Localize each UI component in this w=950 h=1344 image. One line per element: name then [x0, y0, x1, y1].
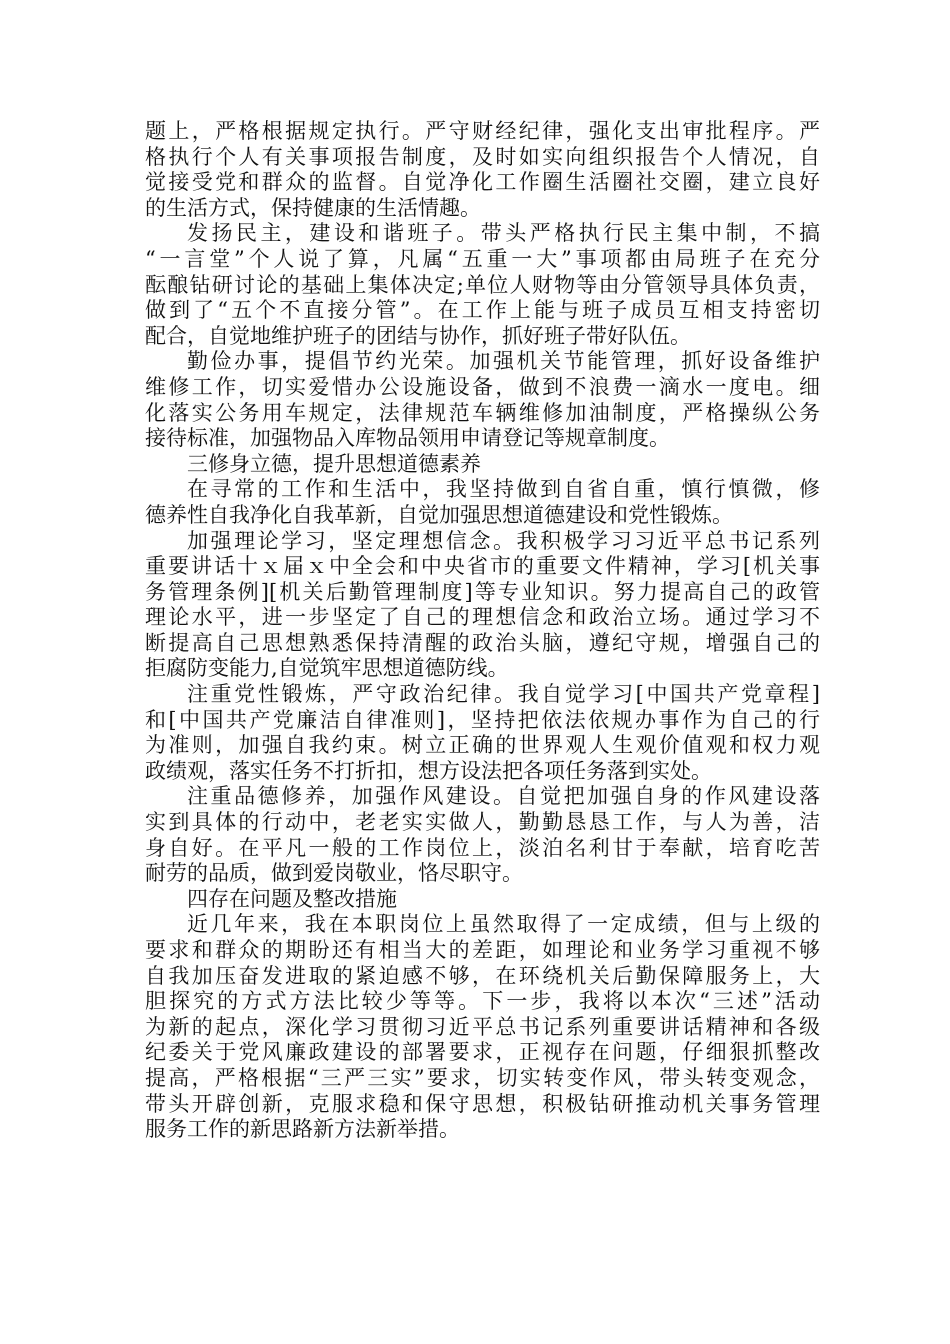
text-line: 做到了“五个不直接分管”。在工作上能与班子成员互相支持密切 — [145, 298, 820, 323]
text-line: 德养性自我净化自我革新，自觉加强思想道德建设和党性锻炼。 — [145, 502, 733, 527]
text-line: 自我加压奋发进取的紧迫感不够，在环绕机关后勤保障服务上，大 — [145, 963, 820, 988]
text-line: 的生活方式，保持健康的生活情趣。 — [145, 195, 481, 220]
text-line: 耐劳的品质，做到爱岗敬业，恪尽职守。 — [145, 861, 523, 886]
section-heading: 四存在问题及整改措施 — [187, 886, 397, 911]
text-line: 注重党性锻炼，严守政治纪律。我自觉学习[中国共产党章程] — [187, 682, 820, 707]
text-line: 近几年来，我在本职岗位上虽然取得了一定成绩，但与上级的 — [187, 912, 820, 937]
text-line: 服务工作的新思路新方法新举措。 — [145, 1117, 460, 1142]
text-line: 题上，严格根据规定执行。严守财经纪律，强化支出审批程序。严 — [145, 119, 820, 143]
text-line: 带头开辟创新，克服求稳和保守思想，积极钻研推动机关事务管理 — [145, 1091, 820, 1116]
text-line: 注重品德修养，加强作风建设。自觉把加强自身的作风建设落 — [187, 784, 820, 809]
text-line: 纪委关于党风廉政建设的部署要求，正视存在问题，仔细狠抓整改 — [145, 1040, 820, 1065]
text-line: 身自好。在平凡一般的工作岗位上，淡泊名利甘于奉献，培育吃苦 — [145, 835, 820, 860]
text-line: 和[中国共产党廉洁自律准则]，坚持把依法依规办事作为自己的行 — [145, 707, 820, 732]
text-line: 觉接受党和群众的监督。自觉净化工作圈生活圈社交圈，建立良好 — [145, 170, 820, 195]
text-line: 政绩观，落实任务不打折扣，想方设法把各项任务落到实处。 — [145, 758, 712, 783]
text-line: 勤俭办事，提倡节约光荣。加强机关节能管理，抓好设备维护 — [187, 349, 820, 374]
text-line: 务管理条例][机关后勤管理制度]等专业知识。努力提高自己的政管 — [145, 579, 820, 604]
text-line: 格执行个人有关事项报告制度，及时如实向组织报告个人情况，自 — [145, 144, 820, 169]
text-line: 提高，严格根据“三严三实”要求，切实转变作风，带头转变观念， — [145, 1065, 820, 1090]
section-heading: 三修身立德，提升思想道德素养 — [187, 451, 481, 476]
text-line: 为准则，加强自我约束。树立正确的世界观人生观价值观和权力观 — [145, 733, 820, 758]
text-line: 酝酿钻研讨论的基础上集体决定;单位人财物等由分管领导具体负责， — [145, 272, 820, 297]
text-line: 要求和群众的期盼还有相当大的差距，如理论和业务学习重视不够 — [145, 938, 820, 962]
text-line: 化落实公务用车规定，法律规范车辆维修加油制度，严格操纵公务 — [145, 400, 820, 425]
text-line: 配合，自觉地维护班子的团结与协作，抓好班子带好队伍。 — [145, 323, 691, 348]
document-page — [145, 119, 820, 1143]
text-line: 拒腐防变能力,自觉筑牢思想道德防线。 — [145, 656, 509, 681]
text-line: 为新的起点，深化学习贯彻习近平总书记系列重要讲话精神和各级 — [145, 1014, 820, 1039]
text-line: 重要讲话十ｘ届ｘ中全会和中央省市的重要文件精神，学习[机关事 — [145, 554, 820, 579]
text-line: 发扬民主，建设和谐班子。带头严格执行民主集中制，不搞 — [187, 221, 820, 246]
text-line: 理论水平，进一步坚定了自己的理想信念和政治立场。通过学习不 — [145, 605, 820, 630]
text-line: 胆探究的方式方法比较少等等。下一步，我将以本次“三述”活动 — [145, 989, 820, 1014]
text-line: 断提高自己思想熟悉保持清醒的政治头脑，遵纪守规，增强自己的 — [145, 630, 820, 655]
text-line: “一言堂”个人说了算，凡属“五重一大”事项都由局班子在充分 — [145, 246, 820, 271]
text-line: 实到具体的行动中，老老实实做人，勤勤恳恳工作，与人为善，洁 — [145, 810, 820, 835]
text-line: 维修工作，切实爱惜办公设施设备，做到不浪费一滴水一度电。细 — [145, 374, 820, 399]
text-line: 在寻常的工作和生活中，我坚持做到自省自重，慎行慎微，修 — [187, 477, 820, 502]
text-line: 加强理论学习，坚定理想信念。我积极学习习近平总书记系列 — [187, 528, 820, 553]
text-line: 接待标准，加强物品入库物品领用申请登记等规章制度。 — [145, 426, 670, 451]
